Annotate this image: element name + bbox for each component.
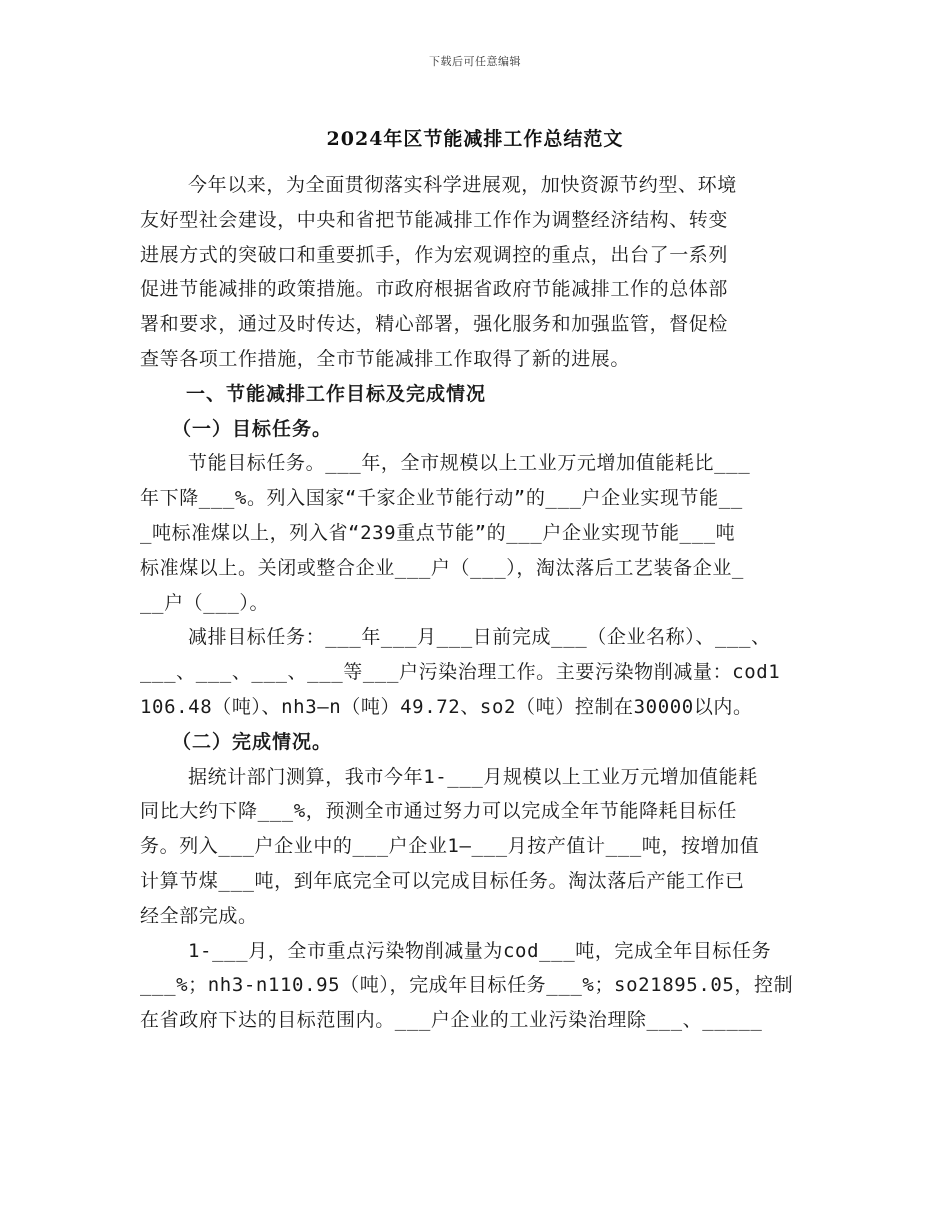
- paragraph-line: 同比大约下降___%，预测全市通过努力可以完成全年节能降耗目标任: [140, 800, 737, 823]
- paragraph-line: 计算节煤___吨，到年底完全可以完成目标任务。淘汰落后产能工作已: [140, 869, 745, 892]
- paragraph-line: 经全部完成。: [140, 904, 258, 927]
- header-note: 下载后可任意编辑: [429, 55, 521, 68]
- paragraph-line: 1-___月，全市重点污染物削减量为cod___吨，完成全年目标任务: [188, 939, 772, 962]
- subsection-heading: （一）目标任务。: [172, 417, 333, 440]
- paragraph-line: 减排目标任务：___年___月___日前完成___（企业名称）、___、: [188, 626, 771, 649]
- paragraph-line: 节能目标任务。___年，全市规模以上工业万元增加值能耗比___: [188, 452, 751, 475]
- paragraph-line: 在省政府下达的目标范围内。___户企业的工业污染治理除___、_____: [140, 1009, 763, 1032]
- paragraph-line: 据统计部门测算，我市今年1-___月规模以上工业万元增加值能耗: [188, 765, 758, 788]
- document-body: [140, 168, 820, 1038]
- paragraph-line: 促进节能减排的政策措施。市政府根据省政府节能减排工作的总体部: [140, 278, 729, 301]
- paragraph-line: __户（___）。: [140, 591, 270, 614]
- paragraph-line: ___、___、___、___等___户污染治理工作。主要污染物削减量：cod1: [140, 661, 781, 684]
- paragraph-line: 标准煤以上。关闭或整合企业___户（___），淘汰落后工艺装备企业_: [140, 556, 744, 579]
- paragraph-line: 务。列入___户企业中的___户企业1—___月按产值计___吨，按增加值: [140, 835, 760, 858]
- document-title: 2024年区节能减排工作总结范文: [326, 128, 624, 150]
- paragraph-line: ___%；nh3-n110.95（吨），完成年目标任务___%；so21895.05，控制: [140, 974, 794, 997]
- paragraph-line: _吨标准煤以上，列入省“239重点节能”的___户企业实现节能___吨: [140, 521, 736, 544]
- subsection-heading: （二）完成情况。: [172, 730, 333, 753]
- paragraph-line: 友好型社会建设，中央和省把节能减排工作作为调整经济结构、转变: [140, 208, 729, 231]
- paragraph-line: 署和要求，通过及时传达，精心部署，强化服务和加强监管，督促检: [140, 313, 729, 336]
- paragraph-line: 进展方式的突破口和重要抓手，作为宏观调控的重点，出台了一系列: [140, 243, 729, 266]
- paragraph-line: 查等各项工作措施，全市节能减排工作取得了新的进展。: [140, 347, 631, 370]
- paragraph-line: 今年以来，为全面贯彻落实科学进展观，加快资源节约型、环境: [188, 174, 737, 196]
- paragraph-line: 106.48（吨）、nh3—n（吨）49.72、so2（吨）控制在30000以内。: [140, 695, 753, 718]
- section-heading: 一、节能减排工作目标及完成情况: [186, 382, 487, 405]
- paragraph-line: 年下降___%。列入国家“千家企业节能行动”的___户企业实现节能__: [140, 487, 743, 510]
